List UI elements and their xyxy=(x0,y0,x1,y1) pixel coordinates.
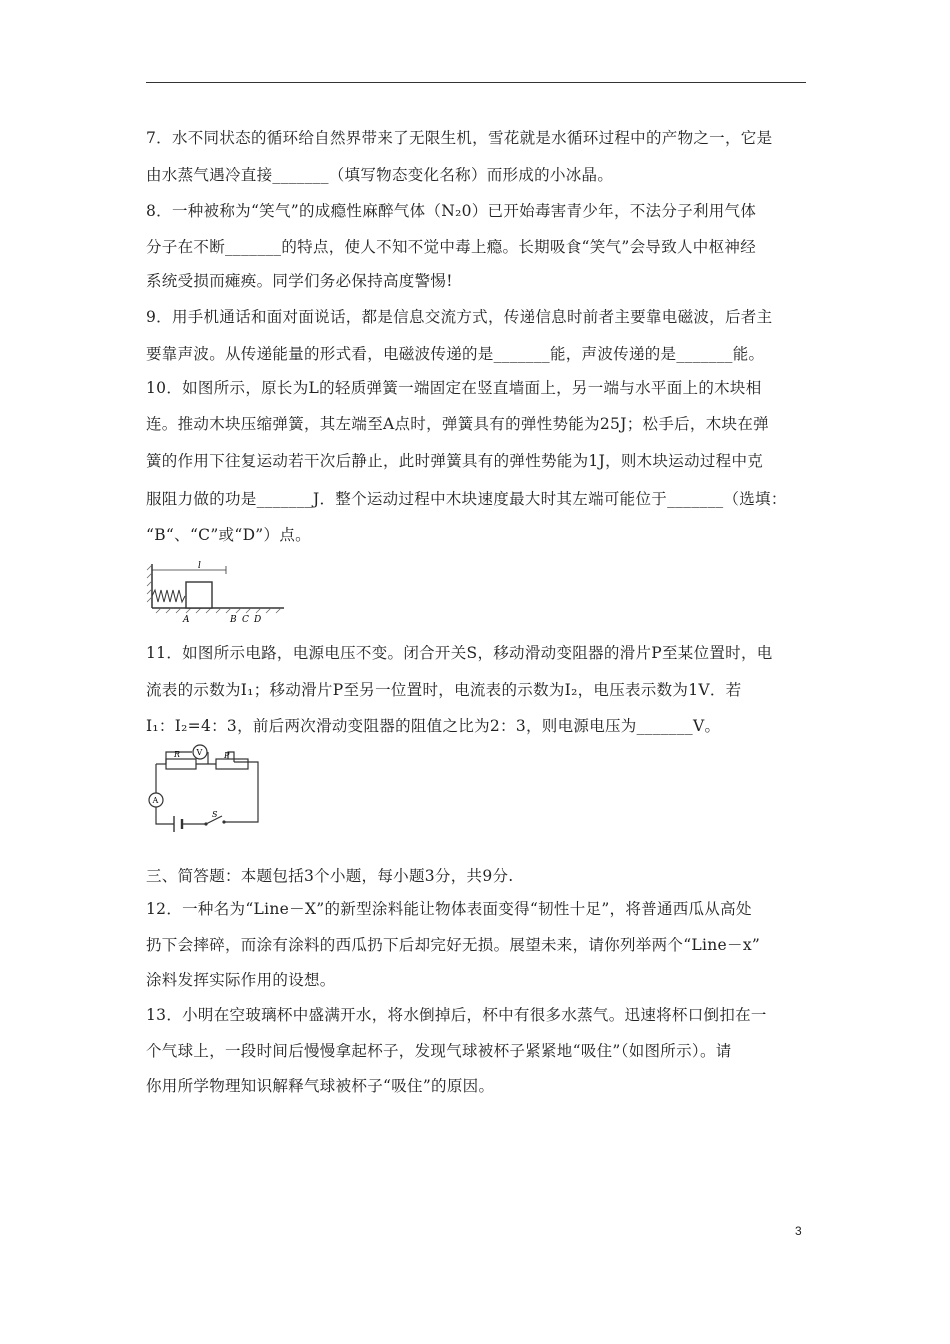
point-b-label: B xyxy=(230,615,237,625)
q8-line-1: 8．一种被称为“笑气”的成瘾性麻醉气体（N₂0）已开始毒害青少年，不法分子利用气体 xyxy=(146,202,757,220)
q10-line-5: “B“、“C”或“D”）点。 xyxy=(146,526,311,544)
q10-line-3: 簧的作用下往复运动若干次后静止，此时弹簧具有的弹性势能为1J，则木块运动过程中克 xyxy=(146,452,764,470)
section-three-heading: 三、简答题：本题包括3个小题，每小题3分，共9分. xyxy=(146,867,514,885)
q7-line-2: 由水蒸气遇冷直接_______（填写物态变化名称）而形成的小冰晶。 xyxy=(146,166,614,184)
q12-line-2: 扔下会摔碎，而涂有涂料的西瓜扔下后却完好无损。展望未来，请你列举两个“Line－x” xyxy=(146,936,761,954)
q11-line-3: I₁：I₂=4：3，前后两次滑动变阻器的阻值之比为2：3，则电源电压为_______V。 xyxy=(146,717,721,735)
q13-line-3: 你用所学物理知识解释气球被杯子“吸住”的原因。 xyxy=(146,1077,495,1095)
q13-line-1: 13．小明在空玻璃杯中盛满开水，将水倒掉后，杯中有很多水蒸气。迅速将杯口倒扣在一 xyxy=(146,1006,767,1024)
q8-line-2: 分子在不断_______的特点，使人不知不觉中毒上瘾。长期吸食“笑气”会导致人中枢神经 xyxy=(146,238,757,256)
slider-label: P xyxy=(224,751,230,760)
voltmeter-label: V xyxy=(196,748,203,757)
point-a-label: A xyxy=(183,615,190,625)
page-number: 3 xyxy=(795,1224,802,1238)
point-c-label: C xyxy=(242,615,249,625)
q10-line-4: 服阻力做的功是_______J．整个运动过程中木块速度最大时其左端可能位于_______（选填： xyxy=(146,490,787,508)
q11-line-2: 流表的示数为I₁；移动滑片P至另一位置时，电流表的示数为I₂，电压表示数为1V．若 xyxy=(146,681,742,699)
spring-block-figure xyxy=(146,560,286,626)
circuit-figure xyxy=(146,744,268,836)
q7-line-1: 7．水不同状态的循环给自然界带来了无限生机，雪花就是水循环过程中的产物之一，它是 xyxy=(146,129,773,147)
q9-line-1: 9．用手机通话和面对面说话，都是信息交流方式，传递信息时前者主要靠电磁波，后者主 xyxy=(146,308,773,326)
point-d-label: D xyxy=(254,615,262,625)
q13-line-2: 个气球上，一段时间后慢慢拿起杯子，发现气球被杯子紧紧地“吸住”（如图所示）。请 xyxy=(146,1042,732,1060)
q10-line-1: 10．如图所示，原长为L的轻质弹簧一端固定在竖直墙面上，另一端与水平面上的木块相 xyxy=(146,379,762,397)
q8-line-3: 系统受损而瘫痪。同学们务必保持高度警惕! xyxy=(146,272,453,290)
resistor-label: R xyxy=(174,750,181,759)
length-label: l xyxy=(198,561,201,571)
switch-label: S xyxy=(212,810,218,819)
q10-line-2: 连。推动木块压缩弹簧，其左端至A点时，弹簧具有的弹性势能为25J；松手后，木块在弹 xyxy=(146,415,769,433)
header-rule xyxy=(146,82,806,83)
ammeter-label: A xyxy=(152,796,159,805)
q11-line-1: 11．如图所示电路，电源电压不变。闭合开关S，移动滑动变阻器的滑片P至某位置时，电 xyxy=(146,644,773,662)
q12-line-3: 涂料发挥实际作用的设想。 xyxy=(146,971,336,989)
q9-line-2: 要靠声波。从传递能量的形式看，电磁波传递的是_______能，声波传递的是_______能。 xyxy=(146,345,765,363)
q12-line-1: 12．一种名为“Line－X”的新型涂料能让物体表面变得“韧性十足”，将普通西瓜从高处 xyxy=(146,900,752,918)
